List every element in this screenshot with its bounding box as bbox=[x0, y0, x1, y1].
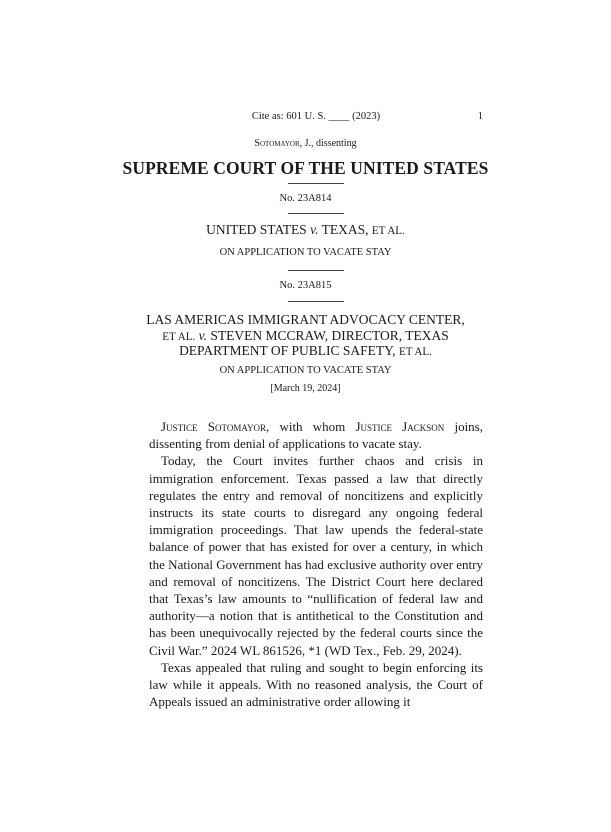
case-caption-2-line-3 bbox=[0, 343, 611, 360]
author-suffix: , J., dissenting bbox=[299, 138, 357, 149]
divider bbox=[288, 301, 344, 302]
paragraph-text: , with whom bbox=[266, 419, 356, 434]
party-a: UNITED STATES bbox=[206, 222, 311, 237]
versus: v. bbox=[198, 328, 208, 343]
case-caption-2-line-1: LAS AMERICAS IMMIGRANT ADVOCACY CENTER, bbox=[146, 312, 465, 327]
application-line-1: ON APPLICATION TO VACATE STAY bbox=[219, 247, 392, 258]
versus: v. bbox=[310, 222, 319, 237]
decision-date: [March 19, 2024] bbox=[270, 383, 341, 394]
divider bbox=[288, 183, 344, 184]
paragraph-text: joins, dissenting from denial of applications to vacate stay. bbox=[149, 419, 483, 452]
justice-name-2: Justice Jackson bbox=[355, 419, 445, 434]
paragraph-2: Today, the Court invites further chaos and crisis in immigration enforcement. Texas passed a law that directly regulates the entry and removal of noncitizens and explicitly instructs its state courts to disregard any ongoing federal immigration proceedings. That law upends the federal-state balance of power that has existed for over a century, in which the National Government has had exclusive authority over entry and removal of noncitizens. The District Court here declared that Texas’s law amounts to “nullification of federal law and authority—a notion that is antithetical to the Constitution and has been unequivocally rejected by the federal courts since the Civil War.” 2024 WL 861526, *1 (WD Tex., Feb. 29, 2024). bbox=[149, 453, 483, 658]
et-al: ET AL. bbox=[398, 346, 432, 358]
paragraph-3: Texas appealed that ruling and sought to begin enforcing its law while it appeals. With no reasoned analysis, the Court of Appeals issued an administrative order allowing it bbox=[149, 659, 483, 710]
divider bbox=[288, 270, 344, 271]
paragraph-1 bbox=[149, 418, 483, 452]
author-line bbox=[0, 138, 611, 149]
justice-name-1: Justice Sotomayor bbox=[161, 419, 266, 434]
case-caption-1 bbox=[0, 222, 611, 239]
court-title: SUPREME COURT OF THE UNITED STATES bbox=[122, 158, 489, 178]
author-name: Sotomayor bbox=[254, 138, 300, 149]
et-al: ET AL. bbox=[371, 225, 405, 237]
party-b: TEXAS, bbox=[318, 222, 372, 237]
page-number: 1 bbox=[477, 111, 483, 122]
application-line-2: ON APPLICATION TO VACATE STAY bbox=[219, 365, 392, 376]
respondent-dept: DEPARTMENT OF PUBLIC SAFETY, bbox=[179, 343, 399, 358]
citation: Cite as: 601 U. S. ____ (2023) bbox=[251, 111, 381, 122]
respondent: STEVEN MCCRAW, DIRECTOR, TEXAS bbox=[207, 328, 449, 343]
docket-number-2: No. 23A815 bbox=[279, 280, 332, 291]
opinion-body bbox=[149, 418, 483, 710]
docket-number-1: No. 23A814 bbox=[279, 193, 332, 204]
et-al: ET AL. bbox=[162, 331, 196, 343]
divider bbox=[288, 213, 344, 214]
